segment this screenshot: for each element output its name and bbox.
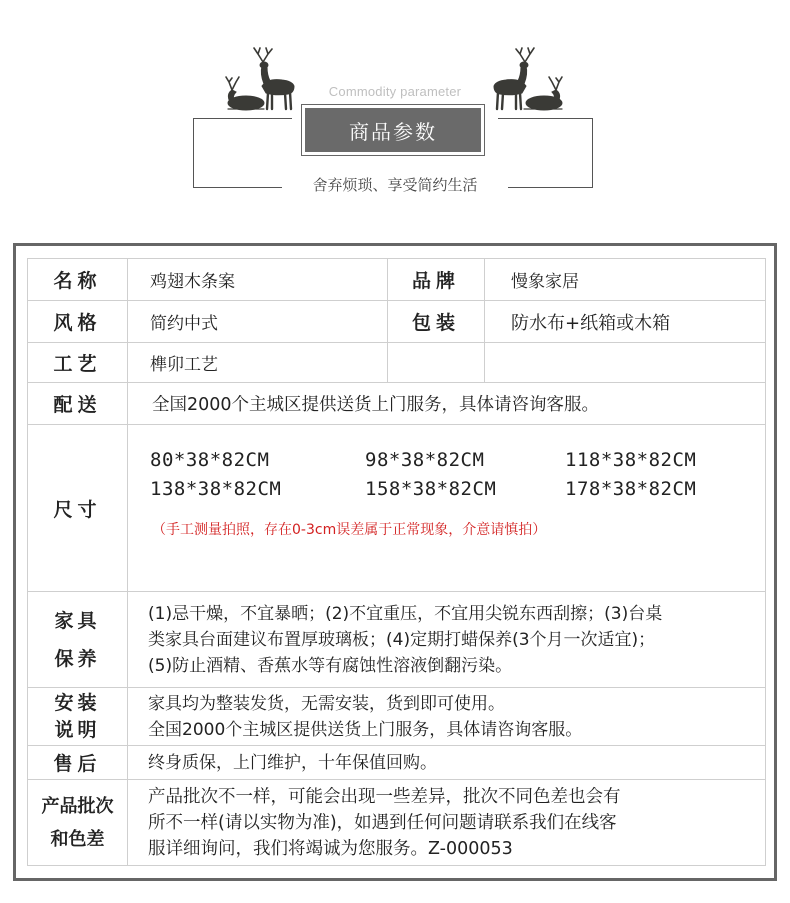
size-cell: [128, 425, 766, 592]
size-item: 178*38*82CM: [565, 478, 697, 500]
care-label: 家具 保养: [28, 592, 128, 688]
deer-left-icon: [220, 46, 310, 116]
craft-value: 榫卯工艺: [128, 343, 388, 383]
header-slogan: 舍弃烦琐、享受简约生活: [312, 176, 478, 194]
table-row: [28, 301, 766, 343]
deer-right-icon: [478, 46, 568, 116]
brand-value: 慢象家居: [485, 259, 766, 301]
header-english-title: Commodity parameter: [328, 84, 462, 99]
delivery-value: 全国2000个主城区提供送货上门服务，具体请咨询客服。: [128, 383, 766, 425]
batch-label: 产品批次 和色差: [28, 780, 128, 866]
install-label: 安装 说明: [28, 688, 128, 746]
empty-cell: [485, 343, 766, 383]
pack-value: 防水布+纸箱或木箱: [485, 301, 766, 343]
name-value: 鸡翅木条案: [128, 259, 388, 301]
size-list: [128, 425, 765, 591]
table-row: [28, 688, 766, 746]
table-row: [28, 746, 766, 780]
header-banner: [0, 0, 790, 200]
name-label: 名称: [28, 259, 128, 301]
table-row: [28, 592, 766, 688]
table-row: [28, 780, 766, 866]
empty-cell: [388, 343, 485, 383]
size-item: 98*38*82CM: [365, 449, 485, 471]
size-item: 118*38*82CM: [565, 449, 697, 471]
page-title: 商品参数: [305, 108, 481, 152]
table-row: [28, 259, 766, 301]
size-item: 80*38*82CM: [150, 449, 270, 471]
aftersale-value: 终身质保，上门维护，十年保值回购。: [128, 746, 766, 780]
brand-label: 品牌: [388, 259, 485, 301]
install-text: 家具均为整装发货，无需安装，货到即可使用。 全国2000个主城区提供送货上门服务，具体请咨询客服。: [128, 688, 766, 746]
care-text: (1)忌干燥，不宜暴晒；(2)不宜重压，不宜用尖锐东西刮擦；(3)台桌 类家具台面建议布置厚玻璃板；(4)定期打蜡保养(3个月一次适宜)； (5)防止酒精、香蕉水等有腐蚀性溶液倒翻污染。: [128, 592, 766, 688]
craft-label: 工艺: [28, 343, 128, 383]
size-note: （手工测量拍照，存在0-3cm误差属于正常现象，介意请慎拍）: [152, 522, 547, 538]
aftersale-label: 售后: [28, 746, 128, 780]
size-label: 尺寸: [28, 425, 128, 592]
pack-label: 包装: [388, 301, 485, 343]
size-item: 158*38*82CM: [365, 478, 497, 500]
table-row: [28, 343, 766, 383]
size-item: 138*38*82CM: [150, 478, 282, 500]
parameter-table: [27, 258, 766, 866]
table-row: [28, 383, 766, 425]
delivery-label: 配送: [28, 383, 128, 425]
style-value: 简约中式: [128, 301, 388, 343]
batch-text: 产品批次不一样，可能会出现一些差异，批次不同色差也会有 所不一样(请以实物为准)，如遇到任何问题请联系我们在线客 服详细询问，我们将竭诚为您服务。Z-000053: [128, 780, 766, 866]
table-row: [28, 425, 766, 592]
style-label: 风格: [28, 301, 128, 343]
